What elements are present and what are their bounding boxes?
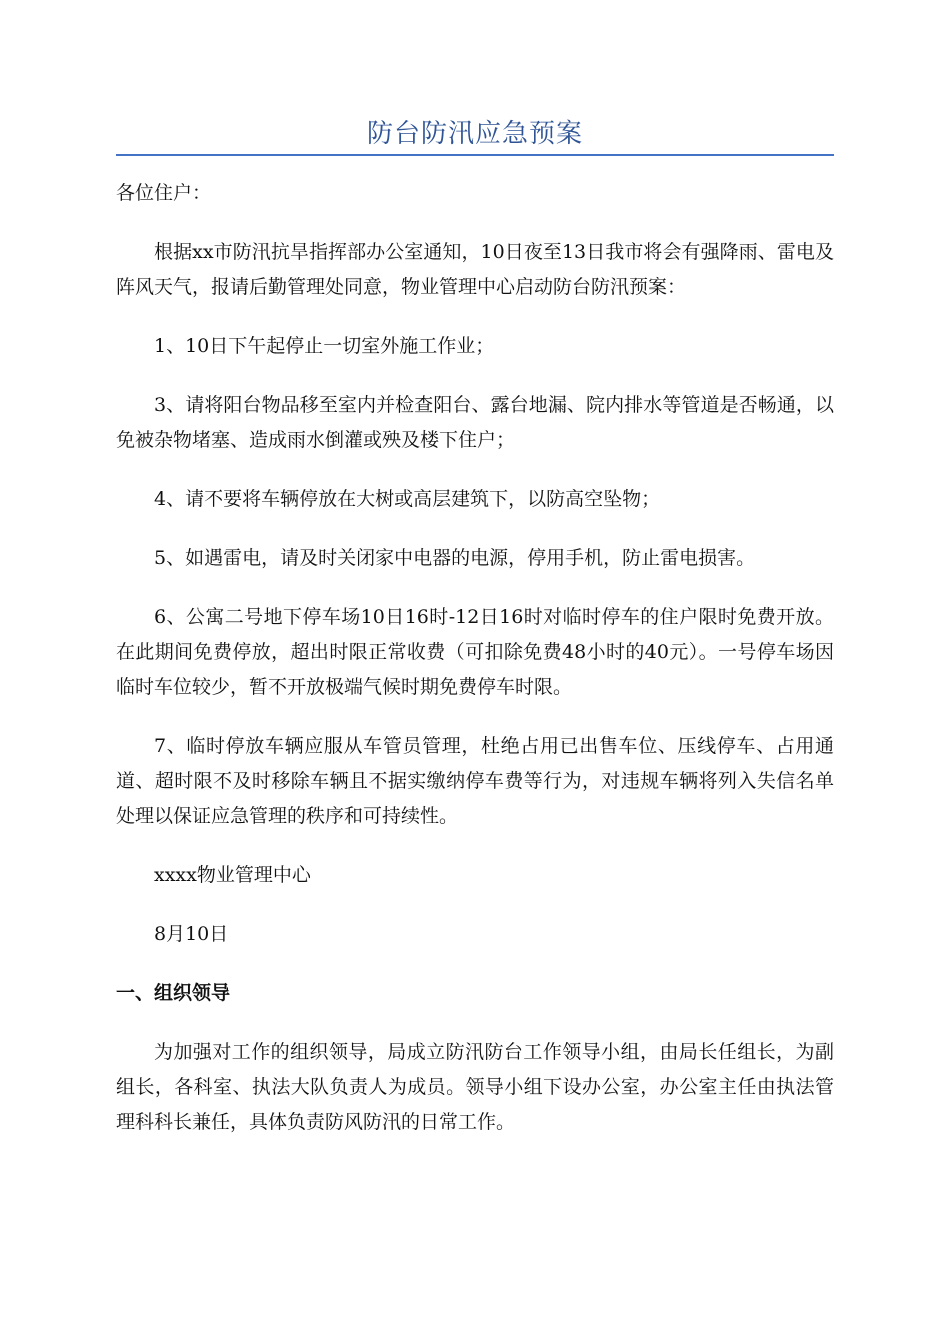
list-item: 3、请将阳台物品移至室内并检查阳台、露台地漏、院内排水等管道是否畅通，以免被杂物堵塞、造成雨水倒灌或殃及楼下住户；	[116, 394, 834, 451]
date: 8月10日	[154, 923, 229, 945]
list-item: 5、如遇雷电，请及时关闭家中电器的电源，停用手机，防止雷电损害。	[154, 547, 756, 569]
list-item: 6、公寓二号地下停车场10日16时-12日16时对临时停车的住户限时免费开放。在此期间免费停放，超出时限正常收费（可扣除免费48小时的40元）。一号停车场因临时车位较少，暂不开放极端气候时期免费停车时限。	[116, 606, 834, 698]
document-title: 防台防汛应急预案	[366, 119, 583, 149]
document-body	[116, 176, 834, 1164]
list-item: 1、10日下午起停止一切室外施工作业；	[154, 335, 495, 357]
greeting: 各位住户：	[116, 182, 212, 204]
list-item: 4、请不要将车辆停放在大树或高层建筑下，以防高空坠物；	[154, 488, 661, 510]
title-underline	[116, 154, 834, 156]
signature: xxxx物业管理中心	[154, 864, 311, 886]
section-paragraph: 为加强对工作的组织领导，局成立防汛防台工作领导小组，由局长任组长，为副组长，各科室、执法大队负责人为成员。领导小组下设办公室，办公室主任由执法管理科科长兼任，具体负责防风防汛的日常工作。	[116, 1041, 834, 1133]
intro-paragraph: 根据xx市防汛抗旱指挥部办公室通知，10日夜至13日我市将会有强降雨、雷电及阵风天气，报请后勤管理处同意，物业管理中心启动防台防汛预案：	[116, 241, 834, 298]
section-heading: 一、组织领导	[116, 982, 231, 1004]
list-item: 7、临时停放车辆应服从车管员管理，杜绝占用已出售车位、压线停车、占用通道、超时限不及时移除车辆且不据实缴纳停车费等行为，对违规车辆将列入失信名单处理以保证应急管理的秩序和可持续性。	[116, 735, 834, 827]
